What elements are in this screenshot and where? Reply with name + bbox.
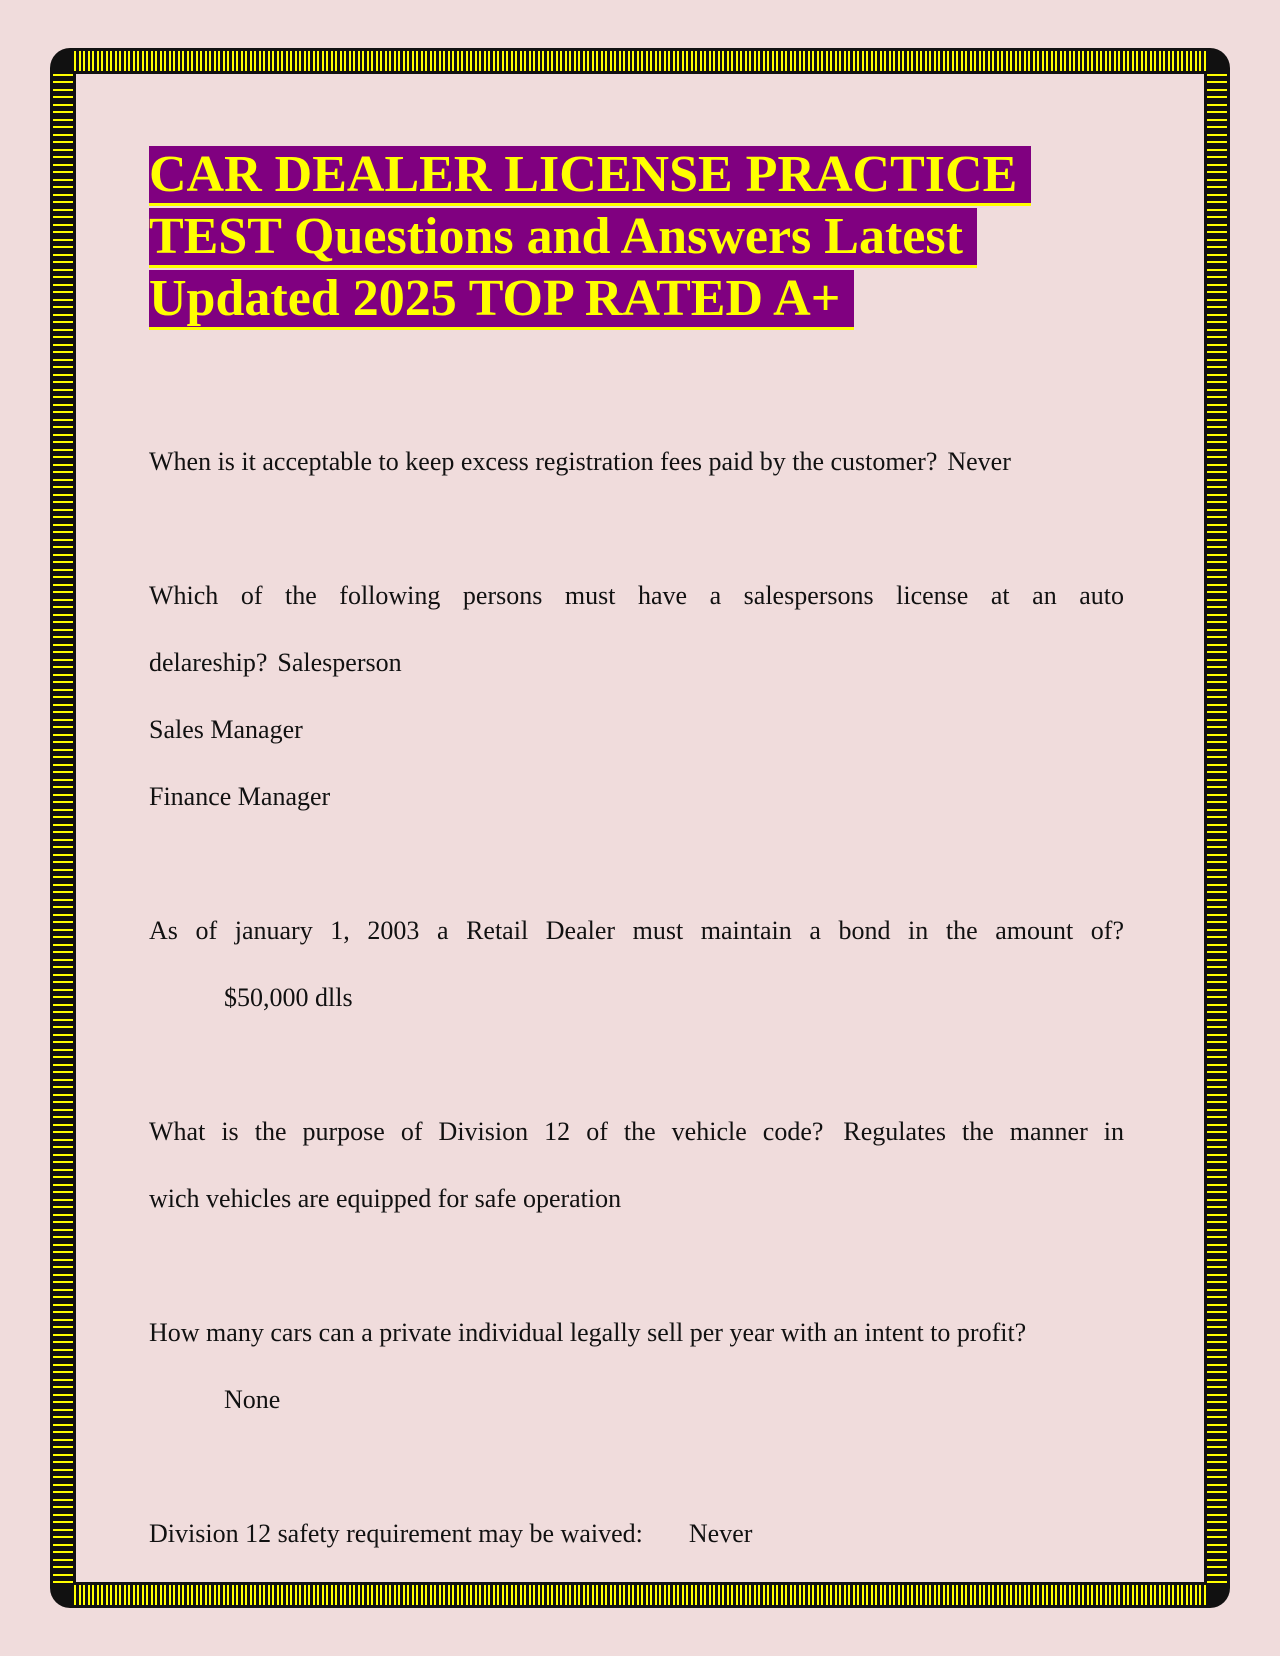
answer-text: Regulates the manner in <box>843 1117 1125 1146</box>
qa-item-2 <box>149 562 1124 830</box>
border-pattern-right <box>1207 72 1227 1584</box>
qa-item-5 <box>149 1299 1124 1433</box>
qa-list <box>149 428 1124 1567</box>
answer-text: $50,000 dlls <box>224 983 353 1012</box>
qa-line <box>149 1098 1124 1165</box>
answer-text: Finance Manager <box>149 782 331 811</box>
document-body <box>149 144 1124 1567</box>
qa-item-6 <box>149 1500 1124 1567</box>
answer-text-continued: wich vehicles are equipped for safe operation <box>149 1184 622 1213</box>
question-text: What is the purpose of Division 12 of the vehicle code? <box>149 1117 824 1146</box>
qa-item-4 <box>149 1098 1124 1232</box>
qa-line <box>149 1500 1124 1567</box>
question-text: As of january 1, 2003 a Retail Dealer must maintain a bond in the amount of? <box>149 916 1124 945</box>
answer-text: Never <box>688 1519 753 1548</box>
question-text: Which of the following persons must have a salespersons license at an auto <box>149 581 1124 610</box>
answer-text: Never <box>947 447 1011 476</box>
qa-item-1 <box>149 428 1124 495</box>
qa-line <box>149 428 1124 495</box>
qa-item-3 <box>149 897 1124 1031</box>
answer-text: Salesperson <box>277 648 402 677</box>
page-content-area <box>76 74 1204 1582</box>
border-pattern-left <box>53 72 73 1584</box>
title-line-1: CAR DEALER LICENSE PRACTICE <box>149 146 1031 206</box>
question-text: How many cars can a private individual legally sell per year with an intent to profit? <box>149 1318 1027 1347</box>
question-text: When is it acceptable to keep excess registration fees paid by the customer? <box>149 447 938 476</box>
border-pattern-bottom <box>74 1585 1206 1605</box>
document-title <box>149 144 1124 330</box>
question-text-continued: delareship? <box>149 648 268 677</box>
answer-text: Sales Manager <box>149 715 303 744</box>
border-pattern-top <box>74 51 1206 71</box>
question-text: Division 12 safety requirement may be waived: <box>149 1519 643 1548</box>
decorative-page-border <box>50 48 1230 1608</box>
qa-line <box>149 629 1124 696</box>
title-line-2: TEST Questions and Answers Latest <box>149 208 977 268</box>
answer-text: None <box>224 1385 281 1414</box>
title-line-3: Updated 2025 TOP RATED A+ <box>149 270 854 330</box>
